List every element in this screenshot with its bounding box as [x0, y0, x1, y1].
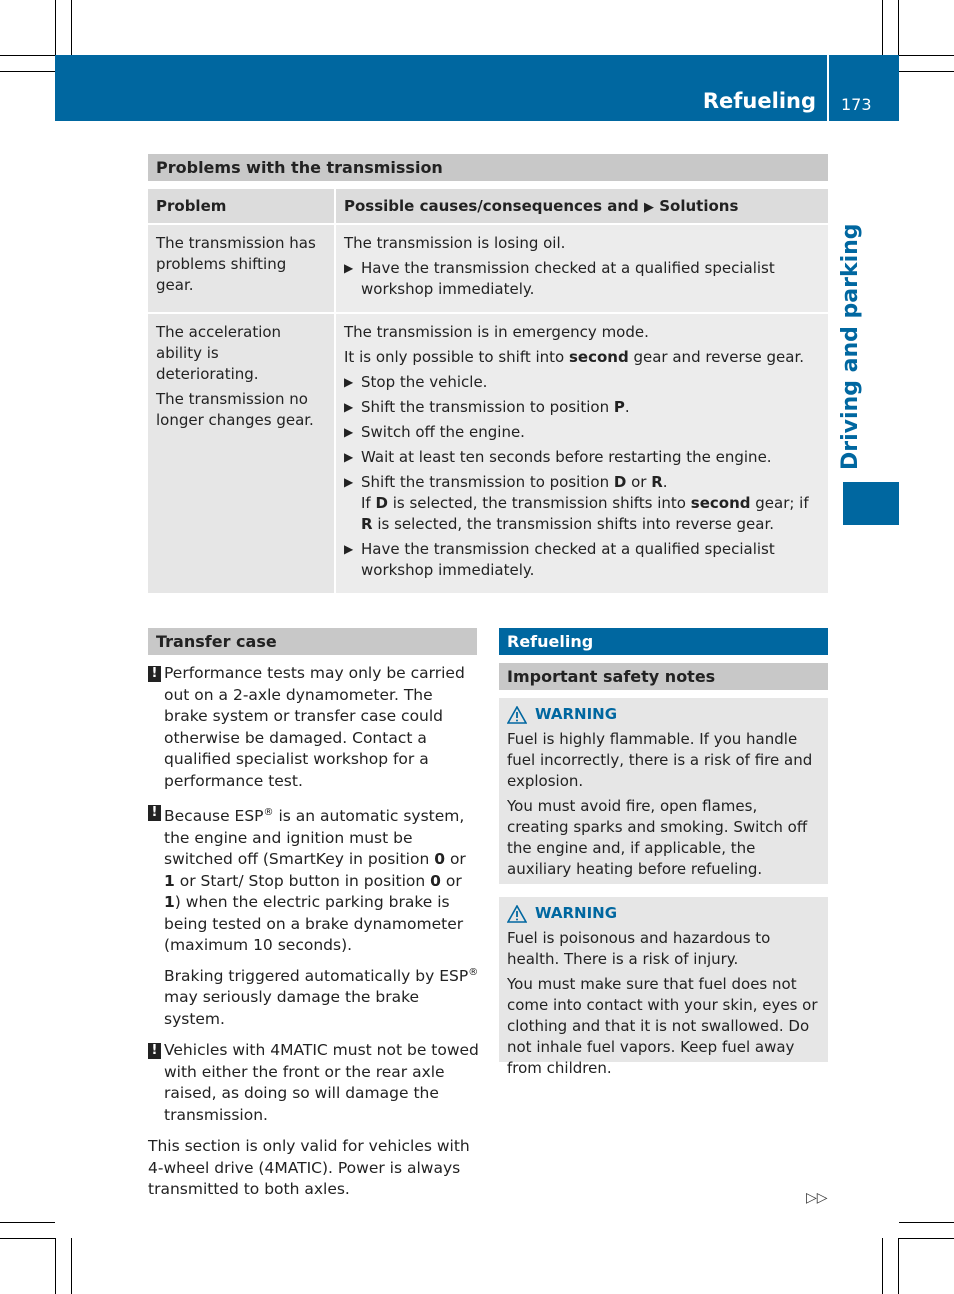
text-run-bold: R — [651, 473, 663, 491]
arrow-bullet-icon: ▶ — [344, 475, 354, 489]
warning-label: WARNING — [535, 904, 618, 922]
problem-text: The acceleration ability is deteriorating. — [156, 323, 282, 383]
crop-mark — [55, 1238, 56, 1294]
text-run: is selected, the transmission shifts into — [387, 494, 691, 512]
step-item — [344, 372, 820, 393]
text-run: . — [624, 398, 630, 416]
step-item — [344, 258, 820, 300]
registered-mark: ® — [468, 966, 479, 978]
arrow-bullet-icon: ▶ — [344, 425, 354, 439]
registered-mark: ® — [263, 807, 274, 818]
step-text: Wait at least ten seconds before restarting the engine. — [361, 448, 772, 466]
transmission-table — [148, 189, 828, 595]
step-item — [344, 539, 820, 581]
column-header-solutions — [335, 189, 828, 224]
arrow-bullet-icon: ▶ — [344, 261, 354, 275]
step-item — [344, 472, 820, 535]
section-title-text: Transfer case — [156, 632, 277, 651]
text-run-bold: D — [613, 473, 627, 491]
table-header-row — [148, 189, 828, 224]
text-run: gear and reverse gear. — [628, 348, 805, 366]
column-header-solutions-b: Solutions — [659, 197, 739, 215]
text-run: Shift the transmission to position — [361, 398, 614, 416]
crop-mark — [899, 1238, 954, 1239]
warning-triangle-icon — [507, 905, 527, 923]
solution-cell — [335, 224, 828, 313]
text-run-bold: 1 — [164, 871, 175, 890]
body-text: This section is only valid for vehicles with 4-wheel drive (4MATIC). Power is always transmitted to both axles. — [148, 1137, 470, 1199]
arrow-bullet-icon: ▶ — [644, 200, 655, 215]
step-item — [344, 397, 820, 418]
cause-text — [344, 347, 820, 368]
header-title: Refueling — [702, 89, 816, 113]
side-tab — [843, 482, 899, 525]
arrow-bullet-icon: ▶ — [344, 542, 354, 556]
step-text: Have the transmission checked at a qualified specialist workshop immediately. — [361, 540, 775, 579]
crop-mark — [55, 0, 56, 55]
text-run: gear; if — [750, 494, 809, 512]
text-run-bold: second — [569, 348, 629, 366]
step-text: Stop the vehicle. — [361, 373, 488, 391]
text-run-bold: D — [375, 494, 388, 512]
caution-note — [148, 1040, 479, 1126]
text-run-bold: P — [613, 398, 625, 416]
warning-text: Fuel is poisonous and hazardous to health. There is a risk of injury. — [507, 929, 771, 968]
problem-cell — [148, 224, 335, 313]
exclamation-icon: ! — [148, 1043, 161, 1059]
warning-box — [499, 698, 828, 884]
step-item — [344, 447, 820, 468]
section-title-transmission — [148, 154, 828, 181]
text-run-bold: second — [690, 494, 751, 512]
text-run-bold: 1 — [164, 893, 175, 912]
note-paragraph — [164, 962, 479, 1031]
crop-mark — [71, 1238, 72, 1294]
column-header-problem: Problem — [148, 189, 335, 224]
text-run: . — [662, 473, 668, 491]
cause-text: The transmission is in emergency mode. — [344, 323, 649, 341]
text-run: If — [361, 494, 376, 512]
text-run: is an automatic system, the engine and ignition must be switched off (SmartKey in position — [164, 807, 465, 869]
crop-mark — [899, 1222, 954, 1223]
text-run: is selected, the transmission shifts into reverse gear. — [372, 515, 775, 533]
section-title-text: Problems with the transmission — [156, 158, 443, 177]
note-text: Vehicles with 4MATIC must not be towed with either the front or the rear axle raised, as doing so will damage the transmission. — [164, 1041, 479, 1124]
crop-mark — [0, 1222, 55, 1223]
text-run: or — [626, 473, 652, 491]
warning-label: WARNING — [535, 705, 618, 723]
page-number: 173 — [841, 95, 872, 114]
warning-triangle-icon — [507, 706, 527, 724]
side-tab-label: Driving and parking — [838, 223, 863, 470]
warning-box — [499, 897, 828, 1077]
step-item — [344, 422, 820, 443]
subsection-title-text: Important safety notes — [507, 667, 716, 686]
arrow-bullet-icon: ▶ — [344, 375, 354, 389]
crop-mark — [0, 55, 55, 56]
text-run: Braking triggered automatically by ESP — [164, 966, 469, 985]
step-text: Have the transmission checked at a qualified specialist workshop immediately. — [361, 259, 775, 298]
text-run: may seriously damage the brake system. — [164, 988, 420, 1028]
section-title-transfer-case — [148, 628, 477, 655]
text-run: or — [440, 871, 462, 890]
text-run: It is only possible to shift into — [344, 348, 569, 366]
text-run-bold: 0 — [430, 871, 441, 890]
warning-header — [507, 704, 820, 725]
arrow-bullet-icon: ▶ — [344, 450, 354, 464]
problem-cell — [148, 313, 335, 594]
column-header-solutions-a: Possible causes/consequences and — [344, 197, 639, 215]
crop-mark — [899, 55, 954, 56]
text-run-bold: R — [361, 515, 373, 533]
warning-header — [507, 903, 820, 924]
warning-text: Fuel is highly flammable. If you handle fuel incorrectly, there is a risk of fire and explosion. — [507, 730, 813, 790]
text-run: or — [445, 850, 466, 869]
crop-mark — [71, 0, 72, 55]
arrow-bullet-icon: ▶ — [344, 400, 354, 414]
page-header — [55, 55, 899, 121]
crop-mark — [0, 1238, 55, 1239]
solution-cell — [335, 313, 828, 594]
table-row — [148, 313, 828, 594]
text-run: ) when the electric parking brake is being tested on a brake dynamometer (maximum 10 seconds). — [164, 893, 464, 955]
crop-mark — [899, 71, 954, 72]
problem-text: The transmission has problems shifting gear. — [156, 234, 316, 294]
table-row — [148, 224, 828, 313]
header-divider — [827, 55, 829, 121]
continue-icon: ▷▷ — [806, 1190, 828, 1206]
crop-mark — [0, 71, 55, 72]
warning-text: You must make sure that fuel does not come into contact with your skin, eyes or clothing and that it is not swallowed. Do not inhale fuel vapors. Keep fuel away from children. — [507, 975, 818, 1077]
crop-mark — [882, 0, 883, 55]
exclamation-icon: ! — [148, 666, 161, 682]
warning-text: You must avoid fire, open flames, creating sparks and smoking. Switch off the engine and, if applicable, the auxiliary heating before refueling. — [507, 797, 808, 878]
crop-mark — [898, 0, 899, 55]
problem-text: The transmission no longer changes gear. — [156, 390, 314, 429]
crop-mark — [882, 1238, 883, 1294]
transfer-case-content — [148, 663, 479, 1201]
section-title-refueling — [499, 628, 828, 655]
text-run-bold: 0 — [434, 850, 446, 869]
exclamation-icon: ! — [148, 805, 161, 821]
caution-note — [148, 663, 479, 792]
text-run: Because ESP — [164, 807, 264, 826]
caution-note — [148, 802, 479, 1030]
cause-text: The transmission is losing oil. — [344, 234, 566, 252]
section-title-text: Refueling — [507, 632, 594, 651]
subsection-title-safety — [499, 663, 828, 690]
note-text: Performance tests may only be carried out on a 2-axle dynamometer. The brake system or transfer case could otherwise be damaged. Contact a qualified specialist workshop for a performance test. — [164, 664, 465, 790]
text-run: or Start/ Stop button in position — [174, 871, 431, 890]
crop-mark — [898, 1238, 899, 1294]
step-text: Switch off the engine. — [361, 423, 525, 441]
text-run: Shift the transmission to position — [361, 473, 614, 491]
